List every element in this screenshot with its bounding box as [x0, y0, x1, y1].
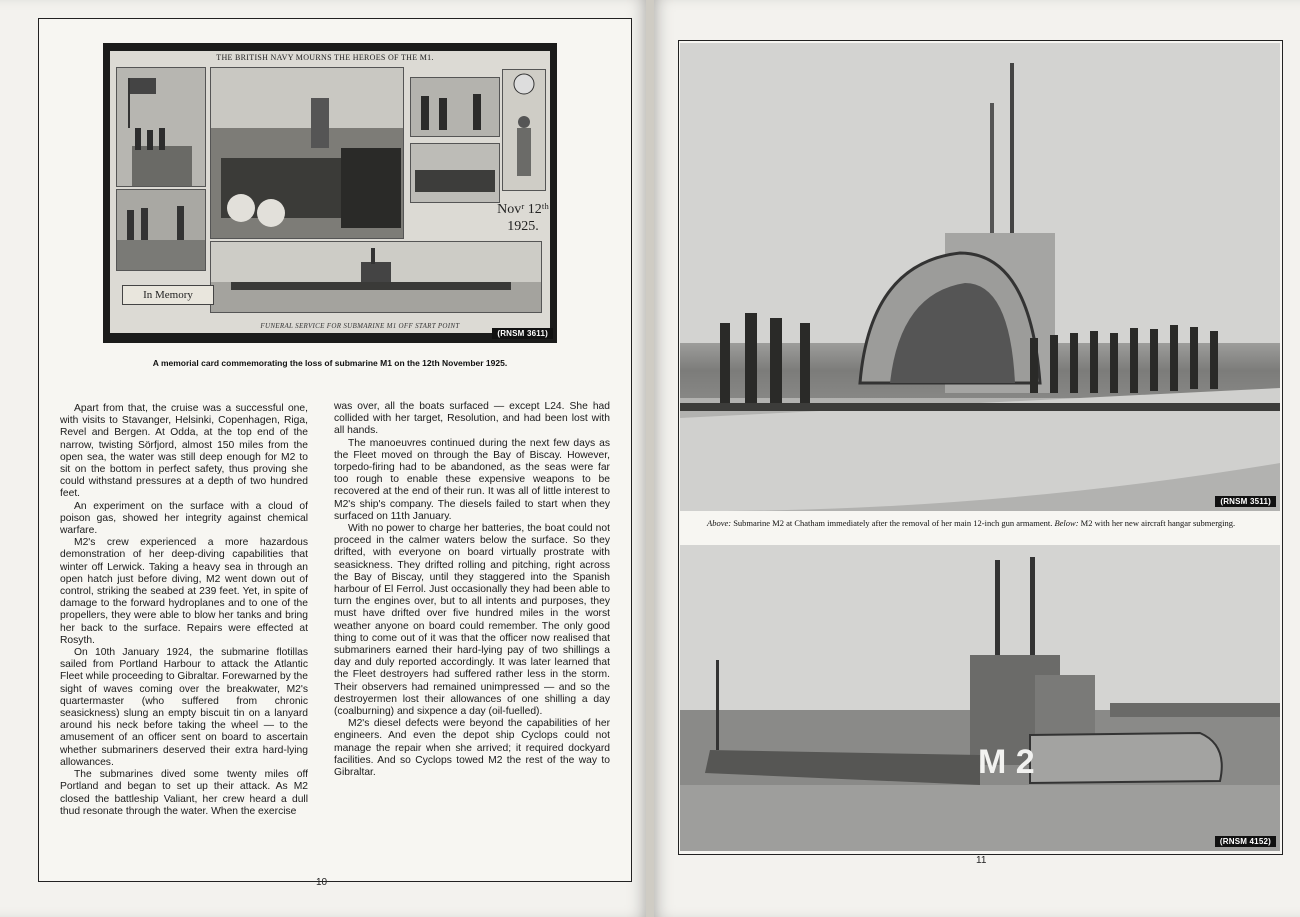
text-column-2 [334, 401, 610, 779]
body-paragraph: Apart from that, the cruise was a successful one, with visits to Stavanger, Helsinki, Copenhagen, Riga, Revel and Bergen. At Odda, at the top end of the narrow, twisting Sörfjord, almost 150 miles from the open sea, the water was still deep enough for M2 to sit on the bottom in perfect safety, thus proving she could withstand pressures at a depth of two hundred feet. [60, 403, 308, 500]
hull-marking: M 2 [978, 743, 1035, 781]
submarine-m2-hangar-photo [680, 545, 1280, 851]
memorial-card-footer: FUNERAL SERVICE FOR SUBMARINE M1 OFF START POINT [260, 322, 460, 330]
body-paragraph: The submarines dived some twenty miles off Portland and began to set up their attack. As M2 closed the battleship Valiant, her crew heard a dull thud resonate through the water. When the exercise [60, 769, 308, 817]
memorial-card [110, 51, 550, 333]
card-panel-service [210, 67, 404, 239]
memorial-card-title: THE BRITISH NAVY MOURNS THE HEROES OF THE M1. [216, 53, 434, 62]
page-number-left: 10 [316, 877, 328, 888]
memorial-card-photo [103, 43, 557, 343]
book-gutter [646, 0, 654, 917]
body-paragraph: With no power to charge her batteries, the boat could not proceed in the calmer waters below the surface. So they drifted, with everyone on board virtually prostrate with seasickness. They drifted rolling and pitching, right across the Bay of Biscay, until they staggered into the Spanish harbour of El Ferrol. Just occasionally they had been able to turn the engines over, but to all intents and purposes, they must have drifted over five hundred miles in the worst weather anyone on board could remember. The only good thing to come out of it was that the officer now realised that submariners earned their hard-lying pay of two shillings a day and duly reported accordingly. It was later learned that the Fleet destroyers had suffered rather less in the storm. Their observers had remained unimpressed — and so the destroyermen lost their allowances of one shilling a day (coalburning) and sixpence a day (oil-fuelled). [334, 523, 610, 718]
photo-credit: (RNSM 3611) [492, 328, 553, 339]
body-paragraph: An experiment on the surface with a cloud of poison gas, showed her integrity against chemical warfare. [60, 500, 308, 537]
card-panel-officers [410, 77, 500, 137]
figure-caption: A memorial card commemorating the loss of submarine M1 on the 12th November 1925. [152, 358, 508, 368]
submarine-m2-chatham-photo [680, 43, 1280, 511]
body-paragraph: On 10th January 1924, the submarine flotillas sailed from Portland Harbour to attack the Atlantic Fleet while proceeding to Gibraltar. Forewarned by the sight of waves coming over the breakwater, M2's quartermaster (who suffered from chronic seasickness) slung an empty biscuit tin on a lanyard around his neck before taking the wheel — to the amusement of an officer sent on board to ascertain whether submariners deserved their extra hard-lying allowances. [60, 647, 308, 768]
photos-caption: Above: Submarine M2 at Chatham immediately after the removal of her main 12-inch gun armament. Below: M2 with her new aircraft hangar submerging. [707, 518, 1236, 528]
card-panel-guard [410, 143, 500, 203]
memorial-card-in-memory: In Memory [122, 285, 214, 305]
card-panel-flag-crew [116, 67, 206, 187]
memorial-card-date: Novʳ 12ᵗʰ 1925. [497, 202, 549, 234]
body-paragraph: The manoeuvres continued during the next few days as the Fleet moved on through the Bay of Biscay. However, torpedo-firing had to be abandoned, as the seas were far too rough to enable these expensive weapons to be recovered at the end of their run. It was all of little interest to M2's ship's company. The diesels failed to start when they surfaced on 11th January. [334, 437, 610, 522]
body-paragraph: was over, all the boats surfaced — except L24. She had collided with her target, Resolution, and had been lost with all hands. [334, 401, 610, 437]
card-panel-sailor-figure [502, 69, 546, 191]
card-panel-submarine [210, 241, 542, 313]
body-paragraph: M2's crew experienced a more hazardous demonstration of her deep-diving capabilities that winter off Lerwick. Taking a heavy sea in through an open hatch just before diving, M2 went down out of control, striking the seabed at 239 feet. Yet, in spite of damage to the forward hydroplanes and to one of the propellers, they were able to blow her tanks and bring her back to the surface. Repairs were effected at Rosyth. [60, 537, 308, 646]
body-paragraph: M2's diesel defects were beyond the capabilities of her engineers. And even the depot ship Cyclops could not manage the repair when she arrived; it required dockyard facilities. And so Cyclops towed M2 the rest of the way to Gibraltar. [334, 718, 610, 779]
page-number-right: 11 [976, 855, 987, 866]
card-panel-sailors [116, 189, 206, 271]
text-column-1 [60, 403, 308, 818]
photo-credit: (RNSM 4152) [1215, 836, 1276, 847]
photo-credit: (RNSM 3511) [1215, 496, 1276, 507]
